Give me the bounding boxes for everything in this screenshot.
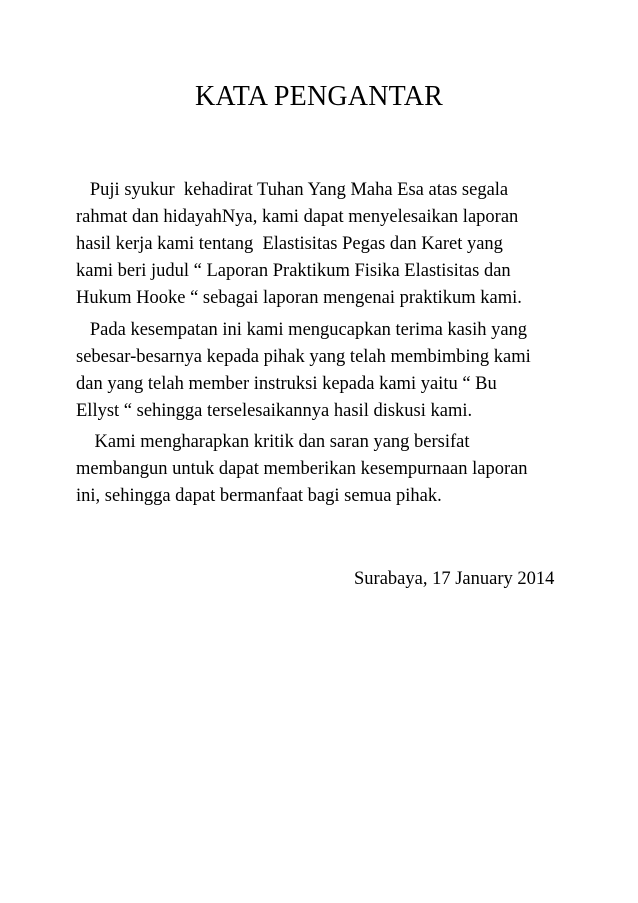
paragraph-1-line-1: Puji syukur kehadirat Tuhan Yang Maha Esa atas segala (76, 180, 509, 200)
paragraph-1-line-4: kami beri judul “ Laporan Praktikum Fisika Elastisitas dan (76, 261, 511, 281)
paragraph-1-line-3: hasil kerja kami tentang Elastisitas Pegas dan Karet yang (76, 234, 503, 254)
paragraph-3-line-3: ini, sehingga dapat bermanfaat bagi semua pihak. (76, 486, 442, 506)
paragraph-2-line-2: sebesar-besarnya kepada pihak yang telah membimbing kami (76, 347, 531, 367)
paragraph-1-line-5: Hukum Hooke “ sebagai laporan mengenai praktikum kami. (76, 288, 522, 308)
paragraph-2-line-3: dan yang telah member instruksi kepada kami yaitu “ Bu (76, 374, 497, 394)
paragraph-3-line-2: membangun untuk dapat memberikan kesempurnaan laporan (76, 459, 528, 479)
paragraph-2-line-4: Ellyst “ sehingga terselesaikannya hasil diskusi kami. (76, 401, 473, 421)
place-date: Surabaya, 17 January 2014 (354, 569, 555, 589)
paragraph-3-line-1: Kami mengharapkan kritik dan saran yang bersifat (76, 432, 470, 452)
page-title: KATA PENGANTAR (195, 81, 443, 112)
paragraph-2-line-1: Pada kesempatan ini kami mengucapkan terima kasih yang (76, 320, 528, 340)
paragraph-1-line-2: rahmat dan hidayahNya, kami dapat menyelesaikan laporan (76, 207, 519, 227)
